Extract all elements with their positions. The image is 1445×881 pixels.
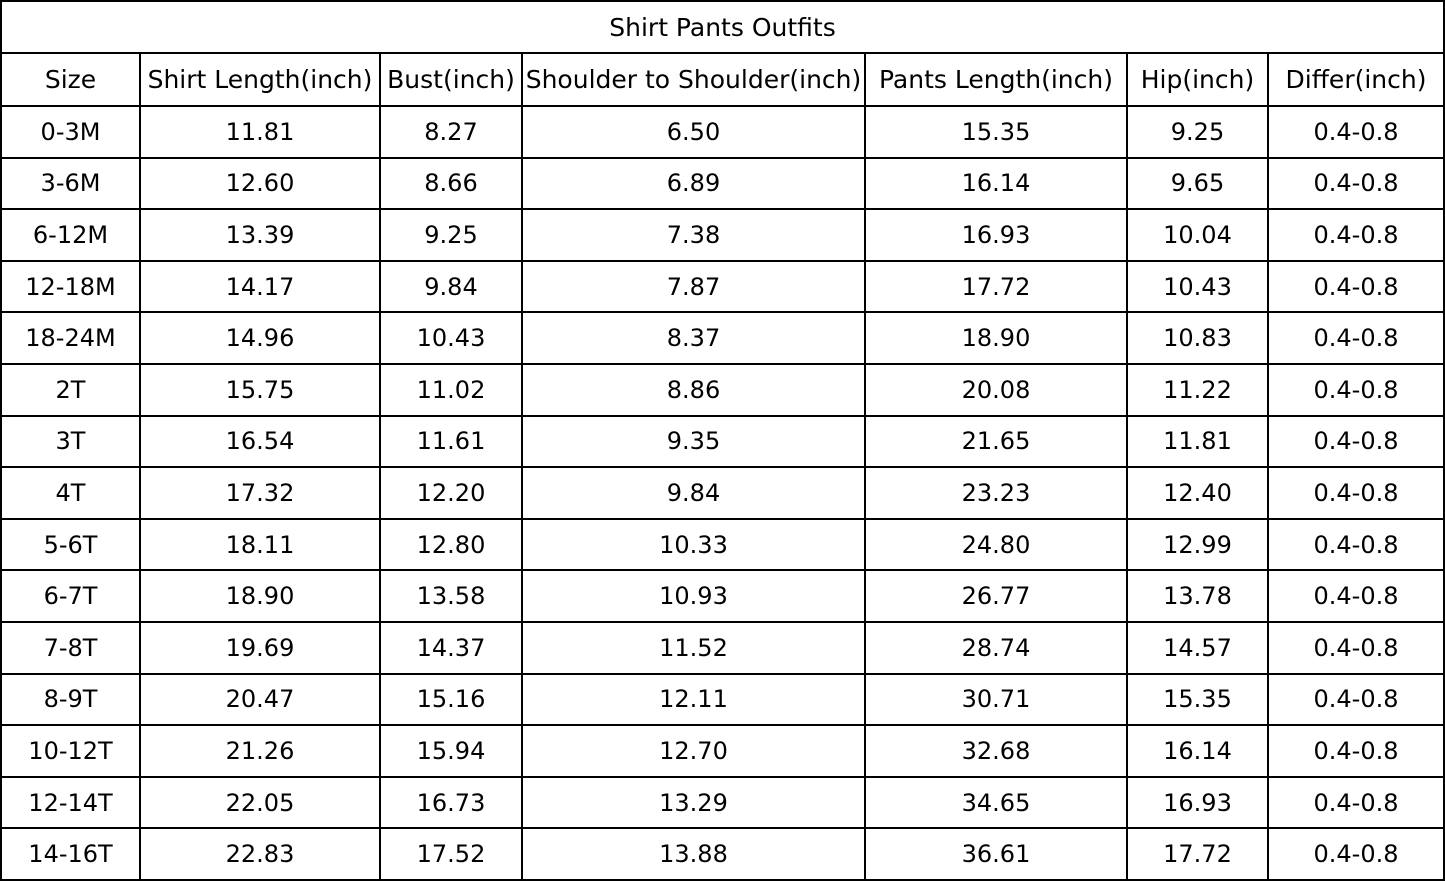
- cell-shoulder-to-shoulder: 12.11: [522, 674, 865, 726]
- cell-bust: 8.66: [380, 158, 522, 210]
- cell-hip: 14.57: [1127, 622, 1268, 674]
- cell-size: 14-16T: [1, 828, 140, 880]
- cell-size: 3-6M: [1, 158, 140, 210]
- cell-shoulder-to-shoulder: 6.50: [522, 106, 865, 158]
- cell-bust: 11.61: [380, 416, 522, 468]
- table-body: [1, 106, 1444, 880]
- cell-shoulder-to-shoulder: 12.70: [522, 725, 865, 777]
- column-header-shirt-length: Shirt Length(inch): [140, 53, 380, 106]
- cell-hip: 12.99: [1127, 519, 1268, 571]
- cell-differ: 0.4-0.8: [1268, 674, 1444, 726]
- cell-bust: 8.27: [380, 106, 522, 158]
- cell-differ: 0.4-0.8: [1268, 777, 1444, 829]
- cell-pants-length: 36.61: [865, 828, 1127, 880]
- cell-bust: 14.37: [380, 622, 522, 674]
- cell-shoulder-to-shoulder: 13.29: [522, 777, 865, 829]
- cell-differ: 0.4-0.8: [1268, 158, 1444, 210]
- cell-bust: 10.43: [380, 312, 522, 364]
- table-row: [1, 519, 1444, 571]
- cell-bust: 15.94: [380, 725, 522, 777]
- cell-shoulder-to-shoulder: 8.37: [522, 312, 865, 364]
- cell-shirt-length: 16.54: [140, 416, 380, 468]
- cell-shoulder-to-shoulder: 7.87: [522, 261, 865, 313]
- cell-hip: 16.93: [1127, 777, 1268, 829]
- cell-pants-length: 21.65: [865, 416, 1127, 468]
- table-row: [1, 674, 1444, 726]
- table-row: [1, 209, 1444, 261]
- cell-size: 7-8T: [1, 622, 140, 674]
- cell-pants-length: 34.65: [865, 777, 1127, 829]
- cell-size: 10-12T: [1, 725, 140, 777]
- cell-pants-length: 30.71: [865, 674, 1127, 726]
- cell-hip: 13.78: [1127, 570, 1268, 622]
- table-row: [1, 570, 1444, 622]
- column-header-hip: Hip(inch): [1127, 53, 1268, 106]
- cell-differ: 0.4-0.8: [1268, 416, 1444, 468]
- cell-hip: 9.25: [1127, 106, 1268, 158]
- cell-size: 5-6T: [1, 519, 140, 571]
- cell-shirt-length: 14.96: [140, 312, 380, 364]
- table-header-row: [1, 53, 1444, 106]
- table-row: [1, 777, 1444, 829]
- cell-differ: 0.4-0.8: [1268, 725, 1444, 777]
- cell-size: 12-14T: [1, 777, 140, 829]
- column-header-differ: Differ(inch): [1268, 53, 1444, 106]
- cell-size: 0-3M: [1, 106, 140, 158]
- cell-differ: 0.4-0.8: [1268, 261, 1444, 313]
- cell-hip: 17.72: [1127, 828, 1268, 880]
- cell-shirt-length: 17.32: [140, 467, 380, 519]
- cell-shirt-length: 22.05: [140, 777, 380, 829]
- cell-pants-length: 23.23: [865, 467, 1127, 519]
- cell-differ: 0.4-0.8: [1268, 828, 1444, 880]
- cell-size: 4T: [1, 467, 140, 519]
- cell-shoulder-to-shoulder: 13.88: [522, 828, 865, 880]
- cell-differ: 0.4-0.8: [1268, 106, 1444, 158]
- cell-shirt-length: 15.75: [140, 364, 380, 416]
- cell-pants-length: 16.14: [865, 158, 1127, 210]
- table-row: [1, 467, 1444, 519]
- table-row: [1, 312, 1444, 364]
- cell-shirt-length: 12.60: [140, 158, 380, 210]
- cell-hip: 10.83: [1127, 312, 1268, 364]
- table-row: [1, 725, 1444, 777]
- cell-size: 6-12M: [1, 209, 140, 261]
- cell-shoulder-to-shoulder: 9.35: [522, 416, 865, 468]
- cell-hip: 9.65: [1127, 158, 1268, 210]
- cell-bust: 12.20: [380, 467, 522, 519]
- column-header-size: Size: [1, 53, 140, 106]
- cell-shoulder-to-shoulder: 10.33: [522, 519, 865, 571]
- cell-hip: 10.43: [1127, 261, 1268, 313]
- cell-bust: 16.73: [380, 777, 522, 829]
- cell-hip: 16.14: [1127, 725, 1268, 777]
- table-title: Shirt Pants Outfits: [1, 1, 1444, 53]
- cell-differ: 0.4-0.8: [1268, 519, 1444, 571]
- cell-bust: 17.52: [380, 828, 522, 880]
- cell-shirt-length: 11.81: [140, 106, 380, 158]
- cell-shoulder-to-shoulder: 9.84: [522, 467, 865, 519]
- cell-pants-length: 16.93: [865, 209, 1127, 261]
- cell-pants-length: 28.74: [865, 622, 1127, 674]
- cell-size: 8-9T: [1, 674, 140, 726]
- cell-pants-length: 32.68: [865, 725, 1127, 777]
- cell-bust: 13.58: [380, 570, 522, 622]
- table-head: [1, 1, 1444, 106]
- cell-size: 3T: [1, 416, 140, 468]
- cell-shoulder-to-shoulder: 8.86: [522, 364, 865, 416]
- column-header-pants-length: Pants Length(inch): [865, 53, 1127, 106]
- cell-hip: 12.40: [1127, 467, 1268, 519]
- cell-hip: 15.35: [1127, 674, 1268, 726]
- cell-differ: 0.4-0.8: [1268, 364, 1444, 416]
- cell-shoulder-to-shoulder: 10.93: [522, 570, 865, 622]
- column-header-bust: Bust(inch): [380, 53, 522, 106]
- table-title-row: [1, 1, 1444, 53]
- cell-size: 6-7T: [1, 570, 140, 622]
- table-row: [1, 364, 1444, 416]
- table-row: [1, 828, 1444, 880]
- cell-size: 18-24M: [1, 312, 140, 364]
- cell-pants-length: 17.72: [865, 261, 1127, 313]
- table-row: [1, 416, 1444, 468]
- cell-shoulder-to-shoulder: 6.89: [522, 158, 865, 210]
- cell-differ: 0.4-0.8: [1268, 209, 1444, 261]
- cell-bust: 11.02: [380, 364, 522, 416]
- cell-differ: 0.4-0.8: [1268, 467, 1444, 519]
- cell-pants-length: 26.77: [865, 570, 1127, 622]
- cell-shoulder-to-shoulder: 11.52: [522, 622, 865, 674]
- table-row: [1, 106, 1444, 158]
- cell-shirt-length: 13.39: [140, 209, 380, 261]
- cell-bust: 15.16: [380, 674, 522, 726]
- table-row: [1, 622, 1444, 674]
- cell-shoulder-to-shoulder: 7.38: [522, 209, 865, 261]
- cell-pants-length: 20.08: [865, 364, 1127, 416]
- cell-shirt-length: 21.26: [140, 725, 380, 777]
- table-row: [1, 261, 1444, 313]
- cell-differ: 0.4-0.8: [1268, 622, 1444, 674]
- cell-bust: 9.25: [380, 209, 522, 261]
- cell-hip: 11.22: [1127, 364, 1268, 416]
- cell-bust: 12.80: [380, 519, 522, 571]
- cell-pants-length: 24.80: [865, 519, 1127, 571]
- column-header-shoulder-to-shoulder: Shoulder to Shoulder(inch): [522, 53, 865, 106]
- cell-shirt-length: 20.47: [140, 674, 380, 726]
- cell-differ: 0.4-0.8: [1268, 570, 1444, 622]
- cell-pants-length: 15.35: [865, 106, 1127, 158]
- cell-shirt-length: 18.11: [140, 519, 380, 571]
- cell-shirt-length: 18.90: [140, 570, 380, 622]
- cell-differ: 0.4-0.8: [1268, 312, 1444, 364]
- cell-shirt-length: 19.69: [140, 622, 380, 674]
- cell-shirt-length: 22.83: [140, 828, 380, 880]
- cell-hip: 11.81: [1127, 416, 1268, 468]
- cell-pants-length: 18.90: [865, 312, 1127, 364]
- cell-shirt-length: 14.17: [140, 261, 380, 313]
- cell-hip: 10.04: [1127, 209, 1268, 261]
- cell-size: 12-18M: [1, 261, 140, 313]
- cell-bust: 9.84: [380, 261, 522, 313]
- cell-size: 2T: [1, 364, 140, 416]
- table-row: [1, 158, 1444, 210]
